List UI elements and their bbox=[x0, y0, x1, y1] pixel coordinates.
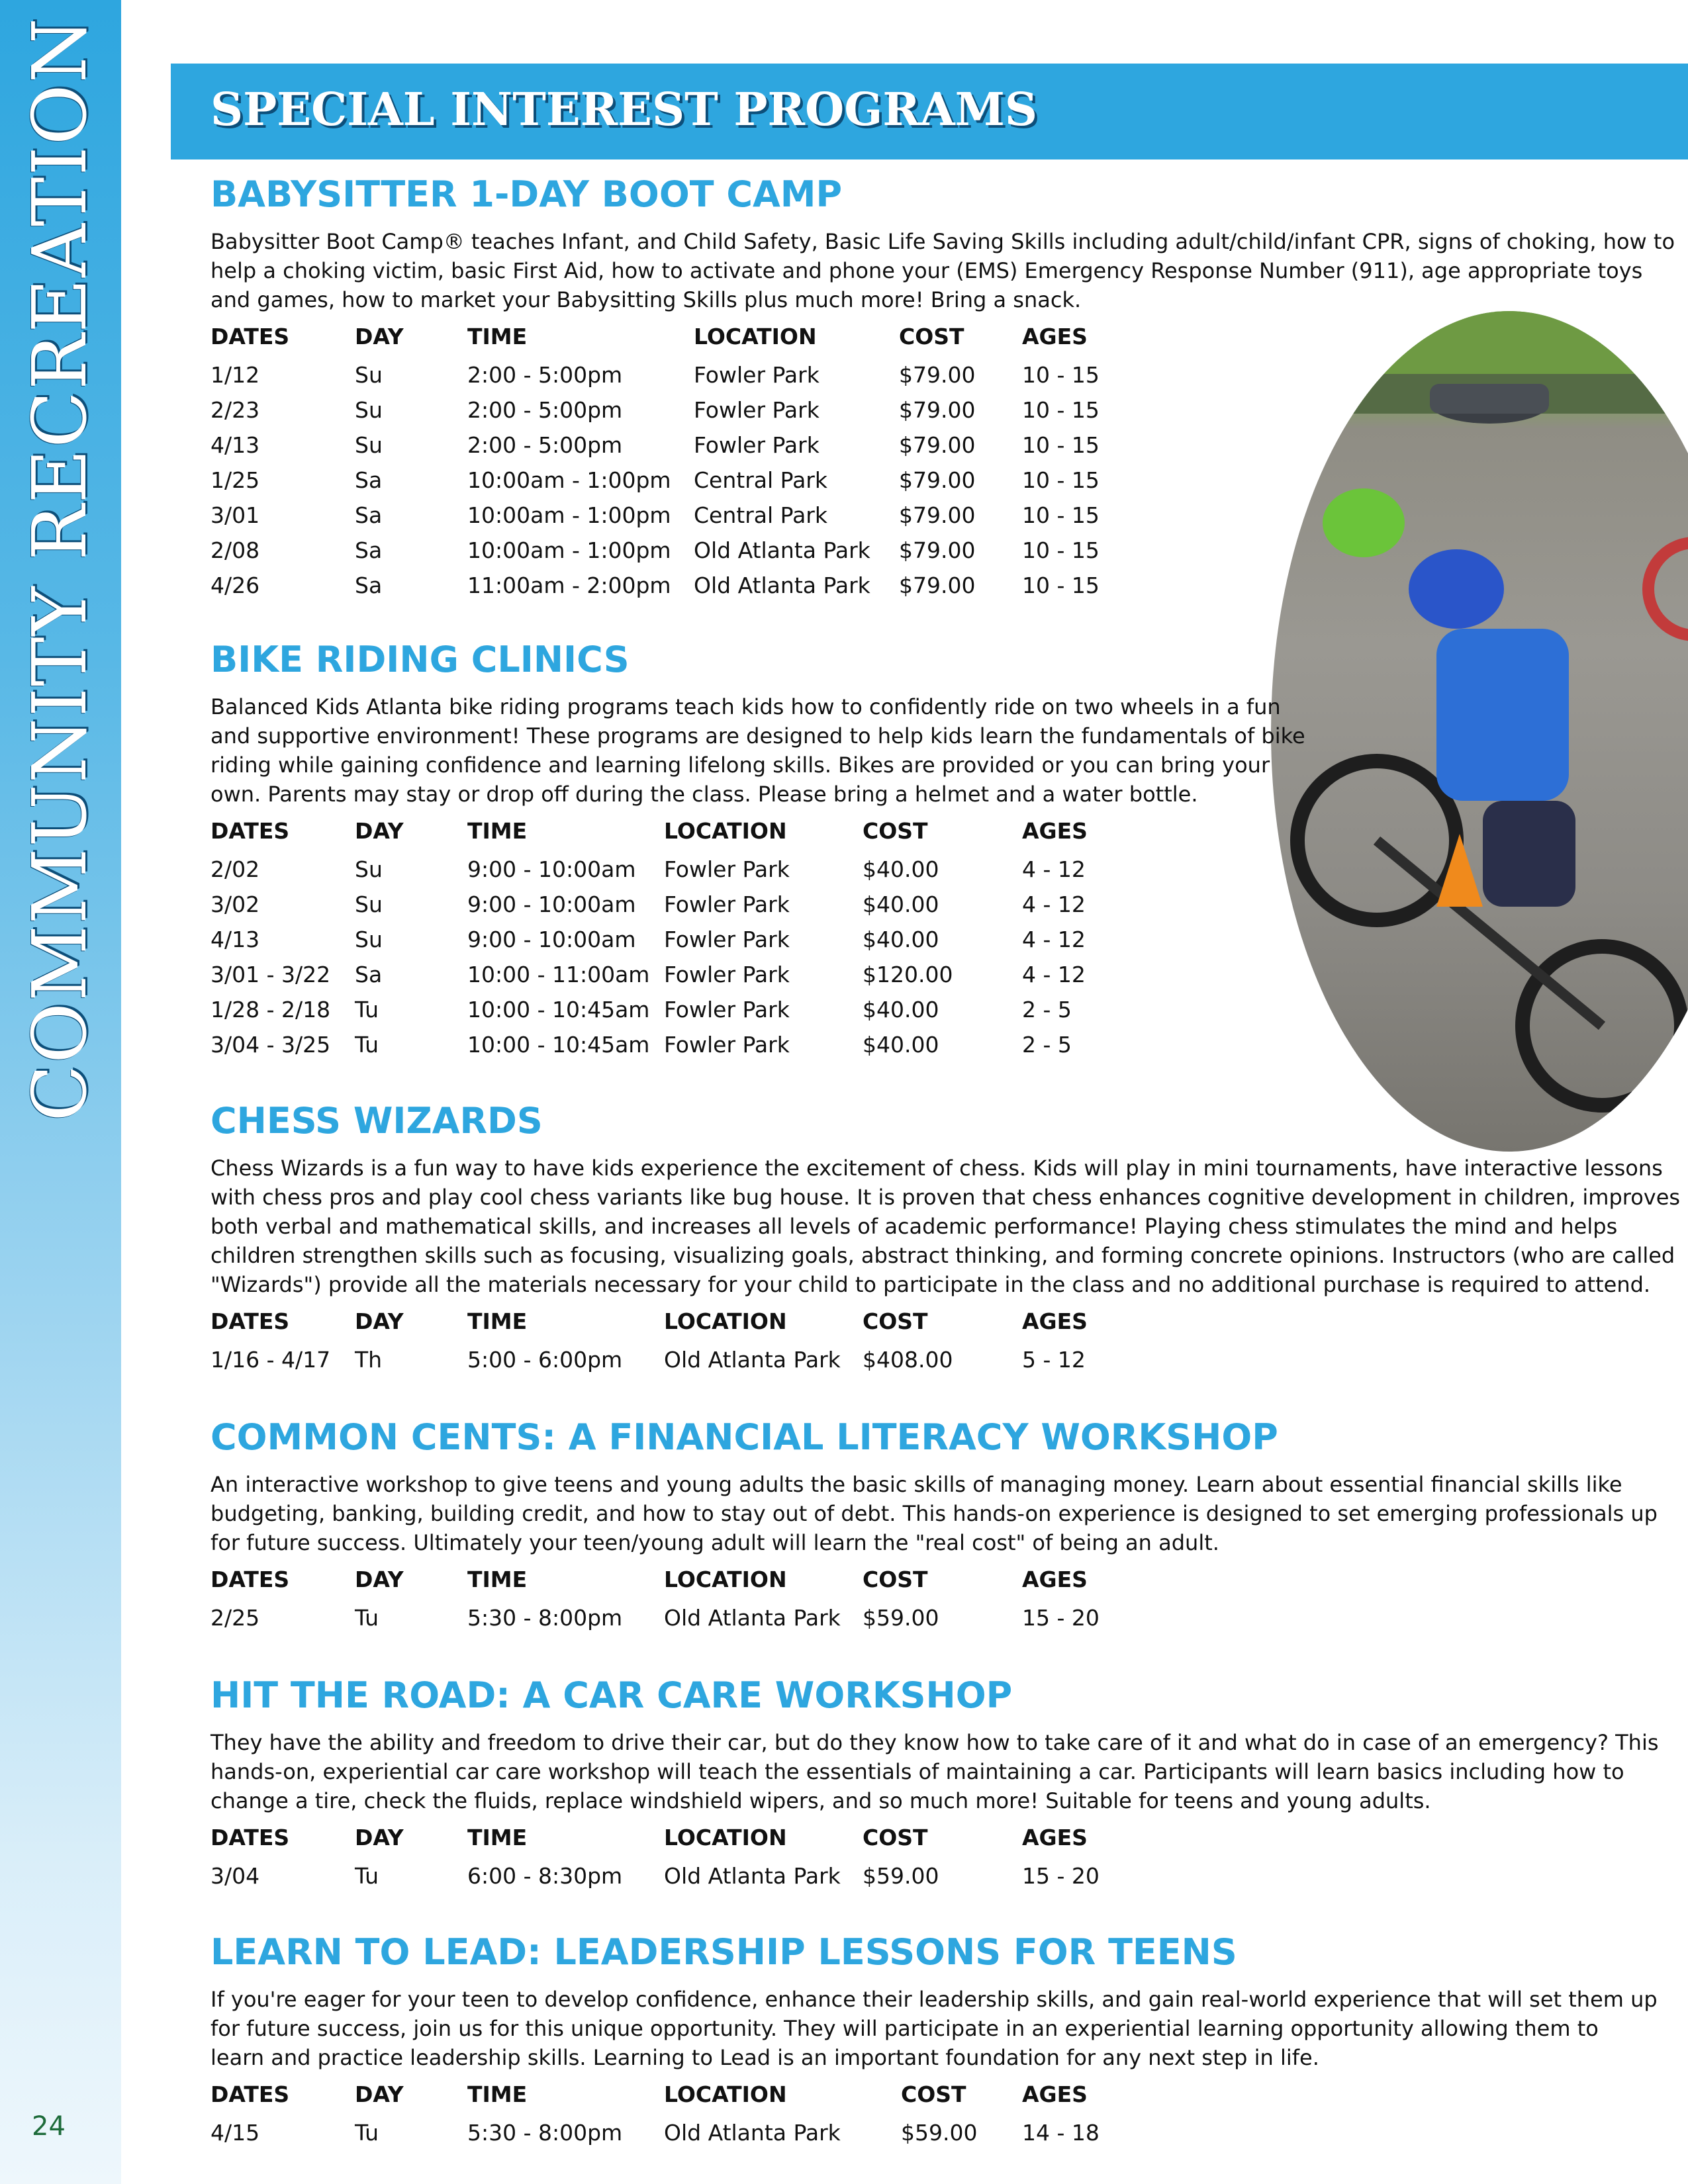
cell-cost: $59.00 bbox=[901, 2120, 978, 2146]
cell-dates: 1/25 bbox=[211, 467, 260, 493]
schedule-table bbox=[211, 2081, 1658, 2155]
cell-ages: 15 - 20 bbox=[1022, 1863, 1100, 1889]
cell-cost: $120.00 bbox=[863, 962, 953, 987]
header-location: LOCATION bbox=[664, 1308, 787, 1334]
schedule-table bbox=[211, 1825, 1659, 1898]
cell-ages: 10 - 15 bbox=[1022, 397, 1100, 423]
cell-location: Old Atlanta Park bbox=[664, 2120, 841, 2146]
cell-day: Tu bbox=[355, 1863, 379, 1889]
header-ages: AGES bbox=[1022, 818, 1088, 844]
schedule-table bbox=[211, 1567, 1658, 1640]
cell-dates: 2/02 bbox=[211, 856, 260, 882]
desc-line: for future success, join us for this unique opportunity. They will participate in an experiential learning opportunity allowing them to bbox=[211, 2016, 1599, 2041]
header-time: TIME bbox=[467, 324, 528, 349]
cell-time: 10:00am - 1:00pm bbox=[467, 537, 671, 563]
table-row bbox=[211, 397, 1675, 432]
desc-line: They have the ability and freedom to drive their car, but do they know how to take care of it and what do in case of an emergency? This bbox=[211, 1730, 1659, 1755]
cell-cost: $59.00 bbox=[863, 1863, 939, 1889]
header-location: LOCATION bbox=[664, 1567, 787, 1592]
cell-dates: 1/28 - 2/18 bbox=[211, 997, 331, 1023]
table-row bbox=[211, 1863, 1659, 1898]
desc-line: help a choking victim, basic First Aid, how to activate and phone your (EMS) Emergency Response Number (911), age appropriate toys bbox=[211, 258, 1643, 283]
desc-line: both verbal and mathematical skills, and increases all levels of academic performance! Playing chess stimulates the mind and helps bbox=[211, 1214, 1618, 1239]
table-row bbox=[211, 1032, 1305, 1067]
section-description bbox=[211, 1470, 1658, 1557]
header-cost: COST bbox=[863, 1308, 928, 1334]
header-location: LOCATION bbox=[664, 2081, 787, 2107]
cell-location: Fowler Park bbox=[664, 997, 790, 1023]
cell-day: Su bbox=[355, 891, 383, 917]
cell-dates: 3/04 - 3/25 bbox=[211, 1032, 331, 1058]
cell-cost: $79.00 bbox=[899, 397, 976, 423]
table-row bbox=[211, 891, 1305, 927]
cell-ages: 4 - 12 bbox=[1022, 891, 1086, 917]
table-row bbox=[211, 856, 1305, 891]
header-dates: DATES bbox=[211, 818, 290, 844]
header-day: DAY bbox=[355, 1567, 404, 1592]
header-ages: AGES bbox=[1022, 2081, 1088, 2107]
cell-location: Central Park bbox=[694, 502, 827, 528]
cell-time: 9:00 - 10:00am bbox=[467, 927, 636, 952]
cell-time: 11:00am - 2:00pm bbox=[467, 572, 671, 598]
table-row bbox=[211, 432, 1675, 467]
desc-line: with chess pros and play cool chess variants like bug house. It is proven that chess enhances cognitive development in children, improves bbox=[211, 1185, 1681, 1210]
cell-day: Su bbox=[355, 432, 383, 458]
header-dates: DATES bbox=[211, 1308, 290, 1334]
header-day: DAY bbox=[355, 2081, 404, 2107]
cell-cost: $40.00 bbox=[863, 927, 939, 952]
section-title: LEARN TO LEAD: LEADERSHIP LESSONS FOR TEENS bbox=[211, 1931, 1237, 1973]
cell-ages: 5 - 12 bbox=[1022, 1347, 1086, 1373]
header-day: DAY bbox=[355, 1825, 404, 1850]
schedule-table bbox=[211, 1308, 1680, 1382]
header-time: TIME bbox=[467, 1308, 528, 1334]
header-ages: AGES bbox=[1022, 1825, 1088, 1850]
cell-location: Central Park bbox=[694, 467, 827, 493]
cell-day: Sa bbox=[355, 962, 383, 987]
cell-dates: 4/13 bbox=[211, 927, 260, 952]
table-header-row bbox=[211, 1308, 1680, 1347]
table-row bbox=[211, 502, 1675, 537]
header-dates: DATES bbox=[211, 1825, 290, 1850]
cell-cost: $40.00 bbox=[863, 1032, 939, 1058]
desc-line: change a tire, check the fluids, replace windshield wipers, and so much more! Suitable for teens and young adults. bbox=[211, 1788, 1431, 1813]
section-title: BIKE RIDING CLINICS bbox=[211, 639, 630, 680]
header-day: DAY bbox=[355, 1308, 404, 1334]
cell-cost: $79.00 bbox=[899, 467, 976, 493]
section-description bbox=[211, 1154, 1680, 1299]
cell-time: 10:00 - 10:45am bbox=[467, 997, 650, 1023]
header-time: TIME bbox=[467, 2081, 528, 2107]
section-learn-to-lead bbox=[211, 1931, 1658, 2155]
header-cost: COST bbox=[899, 324, 964, 349]
table-row bbox=[211, 1605, 1658, 1640]
cell-location: Fowler Park bbox=[694, 432, 820, 458]
cell-dates: 2/25 bbox=[211, 1605, 260, 1631]
cell-ages: 10 - 15 bbox=[1022, 502, 1100, 528]
cell-location: Fowler Park bbox=[664, 1032, 790, 1058]
desc-line: budgeting, banking, building credit, and how to stay out of debt. This hands-on experience is designed to set emerging professionals up bbox=[211, 1501, 1658, 1526]
cell-location: Old Atlanta Park bbox=[694, 572, 870, 598]
cell-cost: $79.00 bbox=[899, 502, 976, 528]
cell-day: Sa bbox=[355, 467, 383, 493]
desc-line: hands-on, experiential car care workshop will teach the essentials of maintaining a car. Participants will learn basics including how to bbox=[211, 1759, 1624, 1784]
section-chess-wizards bbox=[211, 1100, 1680, 1382]
cell-location: Fowler Park bbox=[664, 891, 790, 917]
desc-line: and supportive environment! These programs are designed to help kids learn the fundamentals of bike bbox=[211, 723, 1305, 749]
section-description bbox=[211, 227, 1675, 314]
cell-time: 10:00am - 1:00pm bbox=[467, 502, 671, 528]
header-time: TIME bbox=[467, 1825, 528, 1850]
cell-time: 2:00 - 5:00pm bbox=[467, 432, 623, 458]
cell-time: 10:00 - 11:00am bbox=[467, 962, 650, 987]
header-dates: DATES bbox=[211, 2081, 290, 2107]
cell-time: 9:00 - 10:00am bbox=[467, 891, 636, 917]
page-title: SPECIAL INTEREST PROGRAMS bbox=[211, 83, 1037, 136]
cell-day: Th bbox=[355, 1347, 383, 1373]
table-header-row bbox=[211, 1567, 1658, 1605]
cell-dates: 2/08 bbox=[211, 537, 260, 563]
table-row bbox=[211, 962, 1305, 997]
cell-ages: 4 - 12 bbox=[1022, 856, 1086, 882]
section-common-cents bbox=[211, 1416, 1658, 1640]
header-cost: COST bbox=[863, 1567, 928, 1592]
desc-line: Balanced Kids Atlanta bike riding programs teach kids how to confidently ride on two wheels in a fun bbox=[211, 694, 1281, 719]
cell-dates: 3/02 bbox=[211, 891, 260, 917]
cell-ages: 10 - 15 bbox=[1022, 362, 1100, 388]
cell-dates: 1/16 - 4/17 bbox=[211, 1347, 331, 1373]
cell-location: Old Atlanta Park bbox=[664, 1863, 841, 1889]
section-description bbox=[211, 1728, 1659, 1815]
table-header-row bbox=[211, 818, 1305, 856]
cell-dates: 4/26 bbox=[211, 572, 260, 598]
banner bbox=[171, 64, 1688, 159]
cell-cost: $79.00 bbox=[899, 362, 976, 388]
table-row bbox=[211, 572, 1675, 608]
cell-day: Su bbox=[355, 362, 383, 388]
cell-location: Old Atlanta Park bbox=[694, 537, 870, 563]
section-hit-the-road bbox=[211, 1674, 1659, 1898]
sidebar bbox=[0, 0, 121, 2184]
header-location: LOCATION bbox=[694, 324, 817, 349]
desc-line: learn and practice leadership skills. Learning to Lead is an important foundation for any next step in life. bbox=[211, 2045, 1319, 2070]
cell-time: 9:00 - 10:00am bbox=[467, 856, 636, 882]
cell-ages: 10 - 15 bbox=[1022, 537, 1100, 563]
schedule-table bbox=[211, 324, 1675, 608]
header-time: TIME bbox=[467, 818, 528, 844]
cell-ages: 15 - 20 bbox=[1022, 1605, 1100, 1631]
cell-ages: 2 - 5 bbox=[1022, 997, 1072, 1023]
header-dates: DATES bbox=[211, 324, 290, 349]
header-dates: DATES bbox=[211, 1567, 290, 1592]
desc-line: children strengthen skills such as focusing, visualizing goals, abstract thinking, and forming concrete opinions. Instructors (who are called bbox=[211, 1243, 1675, 1268]
cell-day: Sa bbox=[355, 502, 383, 528]
cell-cost: $40.00 bbox=[863, 891, 939, 917]
section-title: HIT THE ROAD: A CAR CARE WORKSHOP bbox=[211, 1674, 1013, 1716]
header-ages: AGES bbox=[1022, 1567, 1088, 1592]
desc-line: If you're eager for your teen to develop confidence, enhance their leadership skills, and gain real-world experience that will set them up bbox=[211, 1987, 1658, 2012]
cell-day: Su bbox=[355, 927, 383, 952]
cell-location: Fowler Park bbox=[694, 362, 820, 388]
desc-line: riding while gaining confidence and learning lifelong skills. Bikes are provided or you can bring your bbox=[211, 752, 1270, 778]
desc-line: own. Parents may stay or drop off during the class. Please bring a helmet and a water bottle. bbox=[211, 782, 1198, 807]
section-description bbox=[211, 1985, 1658, 2072]
header-day: DAY bbox=[355, 324, 404, 349]
header-time: TIME bbox=[467, 1567, 528, 1592]
cell-dates: 3/01 bbox=[211, 502, 260, 528]
section-title: BABYSITTER 1-DAY BOOT CAMP bbox=[211, 173, 843, 215]
section-bike-riding bbox=[211, 639, 1305, 1067]
cell-day: Sa bbox=[355, 572, 383, 598]
desc-line: and games, how to market your Babysitting Skills plus much more! Bring a snack. bbox=[211, 287, 1082, 312]
cell-cost: $408.00 bbox=[863, 1347, 953, 1373]
section-babysitter bbox=[211, 173, 1675, 608]
cell-dates: 2/23 bbox=[211, 397, 260, 423]
cell-location: Fowler Park bbox=[694, 397, 820, 423]
cell-cost: $59.00 bbox=[863, 1605, 939, 1631]
cell-cost: $40.00 bbox=[863, 997, 939, 1023]
header-cost: COST bbox=[863, 1825, 928, 1850]
cell-time: 6:00 - 8:30pm bbox=[467, 1863, 623, 1889]
cell-time: 5:00 - 6:00pm bbox=[467, 1347, 623, 1373]
desc-line: Chess Wizards is a fun way to have kids experience the excitement of chess. Kids will play in mini tournaments, have interactive lessons bbox=[211, 1156, 1663, 1181]
table-header-row bbox=[211, 1825, 1659, 1863]
desc-line: for future success. Ultimately your teen/young adult will learn the "real cost" of being an adult. bbox=[211, 1530, 1219, 1555]
table-row bbox=[211, 2120, 1658, 2155]
cell-day: Tu bbox=[355, 997, 379, 1023]
cell-cost: $79.00 bbox=[899, 572, 976, 598]
cell-ages: 4 - 12 bbox=[1022, 927, 1086, 952]
section-description bbox=[211, 692, 1305, 809]
sidebar-title: COMMUNITY RECREATION bbox=[17, 17, 103, 1122]
cell-location: Old Atlanta Park bbox=[664, 1605, 841, 1631]
cell-day: Tu bbox=[355, 1605, 379, 1631]
cell-ages: 10 - 15 bbox=[1022, 467, 1100, 493]
cell-ages: 2 - 5 bbox=[1022, 1032, 1072, 1058]
cell-dates: 4/15 bbox=[211, 2120, 260, 2146]
cell-dates: 3/01 - 3/22 bbox=[211, 962, 331, 987]
cell-time: 2:00 - 5:00pm bbox=[467, 362, 623, 388]
header-ages: AGES bbox=[1022, 324, 1088, 349]
cell-dates: 4/13 bbox=[211, 432, 260, 458]
cell-location: Fowler Park bbox=[664, 962, 790, 987]
header-location: LOCATION bbox=[664, 818, 787, 844]
table-row bbox=[211, 362, 1675, 397]
header-location: LOCATION bbox=[664, 1825, 787, 1850]
cell-time: 5:30 - 8:00pm bbox=[467, 2120, 623, 2146]
section-title: CHESS WIZARDS bbox=[211, 1100, 543, 1142]
cell-day: Su bbox=[355, 397, 383, 423]
schedule-table bbox=[211, 818, 1305, 1067]
cell-cost: $79.00 bbox=[899, 432, 976, 458]
cell-ages: 4 - 12 bbox=[1022, 962, 1086, 987]
cell-time: 10:00 - 10:45am bbox=[467, 1032, 650, 1058]
cell-location: Fowler Park bbox=[664, 856, 790, 882]
cell-location: Old Atlanta Park bbox=[664, 1347, 841, 1373]
cell-time: 10:00am - 1:00pm bbox=[467, 467, 671, 493]
cell-ages: 10 - 15 bbox=[1022, 432, 1100, 458]
header-ages: AGES bbox=[1022, 1308, 1088, 1334]
table-row bbox=[211, 997, 1305, 1032]
cell-dates: 1/12 bbox=[211, 362, 260, 388]
cell-day: Tu bbox=[355, 2120, 379, 2146]
header-cost: COST bbox=[901, 2081, 966, 2107]
cell-time: 2:00 - 5:00pm bbox=[467, 397, 623, 423]
cell-ages: 14 - 18 bbox=[1022, 2120, 1100, 2146]
table-header-row bbox=[211, 324, 1675, 362]
cell-day: Sa bbox=[355, 537, 383, 563]
table-row bbox=[211, 467, 1675, 502]
cell-time: 5:30 - 8:00pm bbox=[467, 1605, 623, 1631]
cell-cost: $79.00 bbox=[899, 537, 976, 563]
cell-dates: 3/04 bbox=[211, 1863, 260, 1889]
header-day: DAY bbox=[355, 818, 404, 844]
header-cost: COST bbox=[863, 818, 928, 844]
section-title: COMMON CENTS: A FINANCIAL LITERACY WORKSHOP bbox=[211, 1416, 1278, 1458]
table-row bbox=[211, 1347, 1680, 1382]
desc-line: "Wizards") provide all the materials necessary for your child to participate in the class and no additional purchase is required to attend. bbox=[211, 1272, 1651, 1297]
table-header-row bbox=[211, 2081, 1658, 2120]
page-number: 24 bbox=[32, 2111, 66, 2142]
cell-day: Su bbox=[355, 856, 383, 882]
desc-line: Babysitter Boot Camp® teaches Infant, and Child Safety, Basic Life Saving Skills including adult/child/infant CPR, signs of choking, how to bbox=[211, 229, 1675, 254]
table-row bbox=[211, 927, 1305, 962]
cell-ages: 10 - 15 bbox=[1022, 572, 1100, 598]
cell-day: Tu bbox=[355, 1032, 379, 1058]
desc-line: An interactive workshop to give teens and young adults the basic skills of managing money. Learn about essential financial skills like bbox=[211, 1472, 1622, 1497]
cell-cost: $40.00 bbox=[863, 856, 939, 882]
table-row bbox=[211, 537, 1675, 572]
cell-location: Fowler Park bbox=[664, 927, 790, 952]
